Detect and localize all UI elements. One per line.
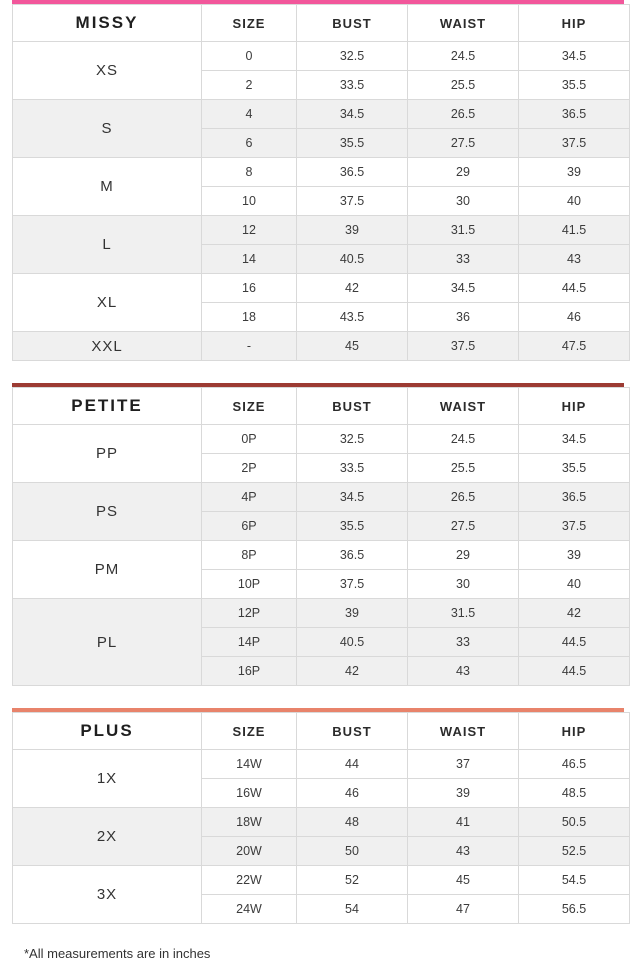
cell-waist: 33	[408, 628, 519, 657]
cell-hip: 40	[519, 570, 630, 599]
cell-hip: 34.5	[519, 42, 630, 71]
cell-bust: 34.5	[297, 100, 408, 129]
cell-size: 10	[202, 187, 297, 216]
cell-waist: 25.5	[408, 454, 519, 483]
column-header-size: SIZE	[202, 713, 297, 750]
cell-waist: 29	[408, 158, 519, 187]
cell-waist: 34.5	[408, 274, 519, 303]
cell-waist: 25.5	[408, 71, 519, 100]
cell-hip: 36.5	[519, 483, 630, 512]
table-row	[13, 750, 630, 779]
size-table-missy	[12, 0, 624, 361]
cell-size: 12P	[202, 599, 297, 628]
cell-size: 20W	[202, 837, 297, 866]
cell-size: 16W	[202, 779, 297, 808]
cell-waist: 37.5	[408, 332, 519, 361]
size-group-label: PL	[13, 599, 202, 686]
cell-size: 6P	[202, 512, 297, 541]
cell-hip: 52.5	[519, 837, 630, 866]
column-header-hip: HIP	[519, 388, 630, 425]
cell-size: 14P	[202, 628, 297, 657]
cell-bust: 32.5	[297, 425, 408, 454]
cell-hip: 37.5	[519, 129, 630, 158]
cell-size: -	[202, 332, 297, 361]
cell-bust: 39	[297, 599, 408, 628]
cell-hip: 46.5	[519, 750, 630, 779]
column-header-waist: WAIST	[408, 5, 519, 42]
cell-bust: 46	[297, 779, 408, 808]
size-group-label: PM	[13, 541, 202, 599]
cell-bust: 36.5	[297, 158, 408, 187]
cell-waist: 24.5	[408, 425, 519, 454]
cell-waist: 26.5	[408, 483, 519, 512]
cell-waist: 31.5	[408, 599, 519, 628]
cell-bust: 32.5	[297, 42, 408, 71]
table-row	[13, 216, 630, 245]
size-group-label: XS	[13, 42, 202, 100]
cell-bust: 40.5	[297, 245, 408, 274]
cell-size: 8P	[202, 541, 297, 570]
cell-size: 2	[202, 71, 297, 100]
size-group-label: 2X	[13, 808, 202, 866]
cell-hip: 35.5	[519, 454, 630, 483]
cell-bust: 35.5	[297, 129, 408, 158]
cell-waist: 29	[408, 541, 519, 570]
cell-waist: 30	[408, 187, 519, 216]
cell-bust: 42	[297, 657, 408, 686]
cell-hip: 42	[519, 599, 630, 628]
table-header-row	[13, 5, 630, 42]
table-row	[13, 599, 630, 628]
table-row	[13, 483, 630, 512]
size-group-label: S	[13, 100, 202, 158]
cell-size: 2P	[202, 454, 297, 483]
cell-hip: 37.5	[519, 512, 630, 541]
table-petite	[12, 387, 630, 686]
column-header-bust: BUST	[297, 713, 408, 750]
size-group-label: XXL	[13, 332, 202, 361]
table-missy	[12, 4, 630, 361]
column-header-size: SIZE	[202, 5, 297, 42]
cell-waist: 45	[408, 866, 519, 895]
table-row	[13, 866, 630, 895]
cell-bust: 34.5	[297, 483, 408, 512]
cell-waist: 36	[408, 303, 519, 332]
footnote: *All measurements are in inches	[24, 946, 211, 961]
cell-waist: 24.5	[408, 42, 519, 71]
cell-hip: 39	[519, 541, 630, 570]
table-row	[13, 42, 630, 71]
column-header-size: SIZE	[202, 388, 297, 425]
cell-hip: 47.5	[519, 332, 630, 361]
cell-hip: 44.5	[519, 274, 630, 303]
cell-bust: 33.5	[297, 71, 408, 100]
cell-waist: 27.5	[408, 129, 519, 158]
cell-size: 12	[202, 216, 297, 245]
cell-bust: 44	[297, 750, 408, 779]
cell-hip: 44.5	[519, 657, 630, 686]
cell-bust: 42	[297, 274, 408, 303]
cell-size: 0P	[202, 425, 297, 454]
cell-size: 22W	[202, 866, 297, 895]
cell-waist: 39	[408, 779, 519, 808]
size-group-label: PP	[13, 425, 202, 483]
cell-hip: 46	[519, 303, 630, 332]
table-row	[13, 541, 630, 570]
cell-size: 4P	[202, 483, 297, 512]
column-header-waist: WAIST	[408, 713, 519, 750]
cell-bust: 36.5	[297, 541, 408, 570]
cell-size: 14W	[202, 750, 297, 779]
cell-bust: 39	[297, 216, 408, 245]
cell-size: 6	[202, 129, 297, 158]
cell-hip: 44.5	[519, 628, 630, 657]
cell-hip: 48.5	[519, 779, 630, 808]
size-table-plus	[12, 708, 624, 924]
cell-hip: 36.5	[519, 100, 630, 129]
cell-hip: 34.5	[519, 425, 630, 454]
table-row	[13, 808, 630, 837]
cell-bust: 33.5	[297, 454, 408, 483]
size-group-label: PS	[13, 483, 202, 541]
cell-size: 10P	[202, 570, 297, 599]
category-title: MISSY	[13, 5, 202, 42]
cell-size: 16	[202, 274, 297, 303]
table-row	[13, 158, 630, 187]
cell-size: 18	[202, 303, 297, 332]
cell-waist: 26.5	[408, 100, 519, 129]
cell-bust: 40.5	[297, 628, 408, 657]
cell-size: 16P	[202, 657, 297, 686]
cell-waist: 31.5	[408, 216, 519, 245]
cell-bust: 43.5	[297, 303, 408, 332]
cell-bust: 54	[297, 895, 408, 924]
cell-waist: 41	[408, 808, 519, 837]
cell-hip: 50.5	[519, 808, 630, 837]
cell-waist: 43	[408, 837, 519, 866]
cell-hip: 56.5	[519, 895, 630, 924]
cell-bust: 45	[297, 332, 408, 361]
cell-waist: 27.5	[408, 512, 519, 541]
column-header-waist: WAIST	[408, 388, 519, 425]
size-table-petite	[12, 383, 624, 686]
cell-hip: 43	[519, 245, 630, 274]
size-group-label: L	[13, 216, 202, 274]
table-row	[13, 100, 630, 129]
cell-size: 14	[202, 245, 297, 274]
cell-hip: 41.5	[519, 216, 630, 245]
cell-size: 18W	[202, 808, 297, 837]
table-header-row	[13, 388, 630, 425]
cell-bust: 52	[297, 866, 408, 895]
cell-waist: 43	[408, 657, 519, 686]
column-header-hip: HIP	[519, 713, 630, 750]
table-row	[13, 332, 630, 361]
cell-size: 8	[202, 158, 297, 187]
size-group-label: M	[13, 158, 202, 216]
cell-waist: 47	[408, 895, 519, 924]
table-row	[13, 425, 630, 454]
column-header-bust: BUST	[297, 388, 408, 425]
column-header-hip: HIP	[519, 5, 630, 42]
cell-hip: 39	[519, 158, 630, 187]
size-tables-container	[12, 0, 624, 924]
category-title: PLUS	[13, 713, 202, 750]
cell-size: 24W	[202, 895, 297, 924]
cell-waist: 30	[408, 570, 519, 599]
cell-bust: 37.5	[297, 187, 408, 216]
cell-waist: 33	[408, 245, 519, 274]
size-group-label: 3X	[13, 866, 202, 924]
cell-bust: 48	[297, 808, 408, 837]
cell-hip: 35.5	[519, 71, 630, 100]
table-row	[13, 274, 630, 303]
table-plus	[12, 712, 630, 924]
cell-bust: 50	[297, 837, 408, 866]
category-title: PETITE	[13, 388, 202, 425]
size-group-label: XL	[13, 274, 202, 332]
size-group-label: 1X	[13, 750, 202, 808]
cell-size: 4	[202, 100, 297, 129]
cell-waist: 37	[408, 750, 519, 779]
table-header-row	[13, 713, 630, 750]
cell-hip: 54.5	[519, 866, 630, 895]
column-header-bust: BUST	[297, 5, 408, 42]
cell-size: 0	[202, 42, 297, 71]
cell-bust: 37.5	[297, 570, 408, 599]
cell-bust: 35.5	[297, 512, 408, 541]
cell-hip: 40	[519, 187, 630, 216]
